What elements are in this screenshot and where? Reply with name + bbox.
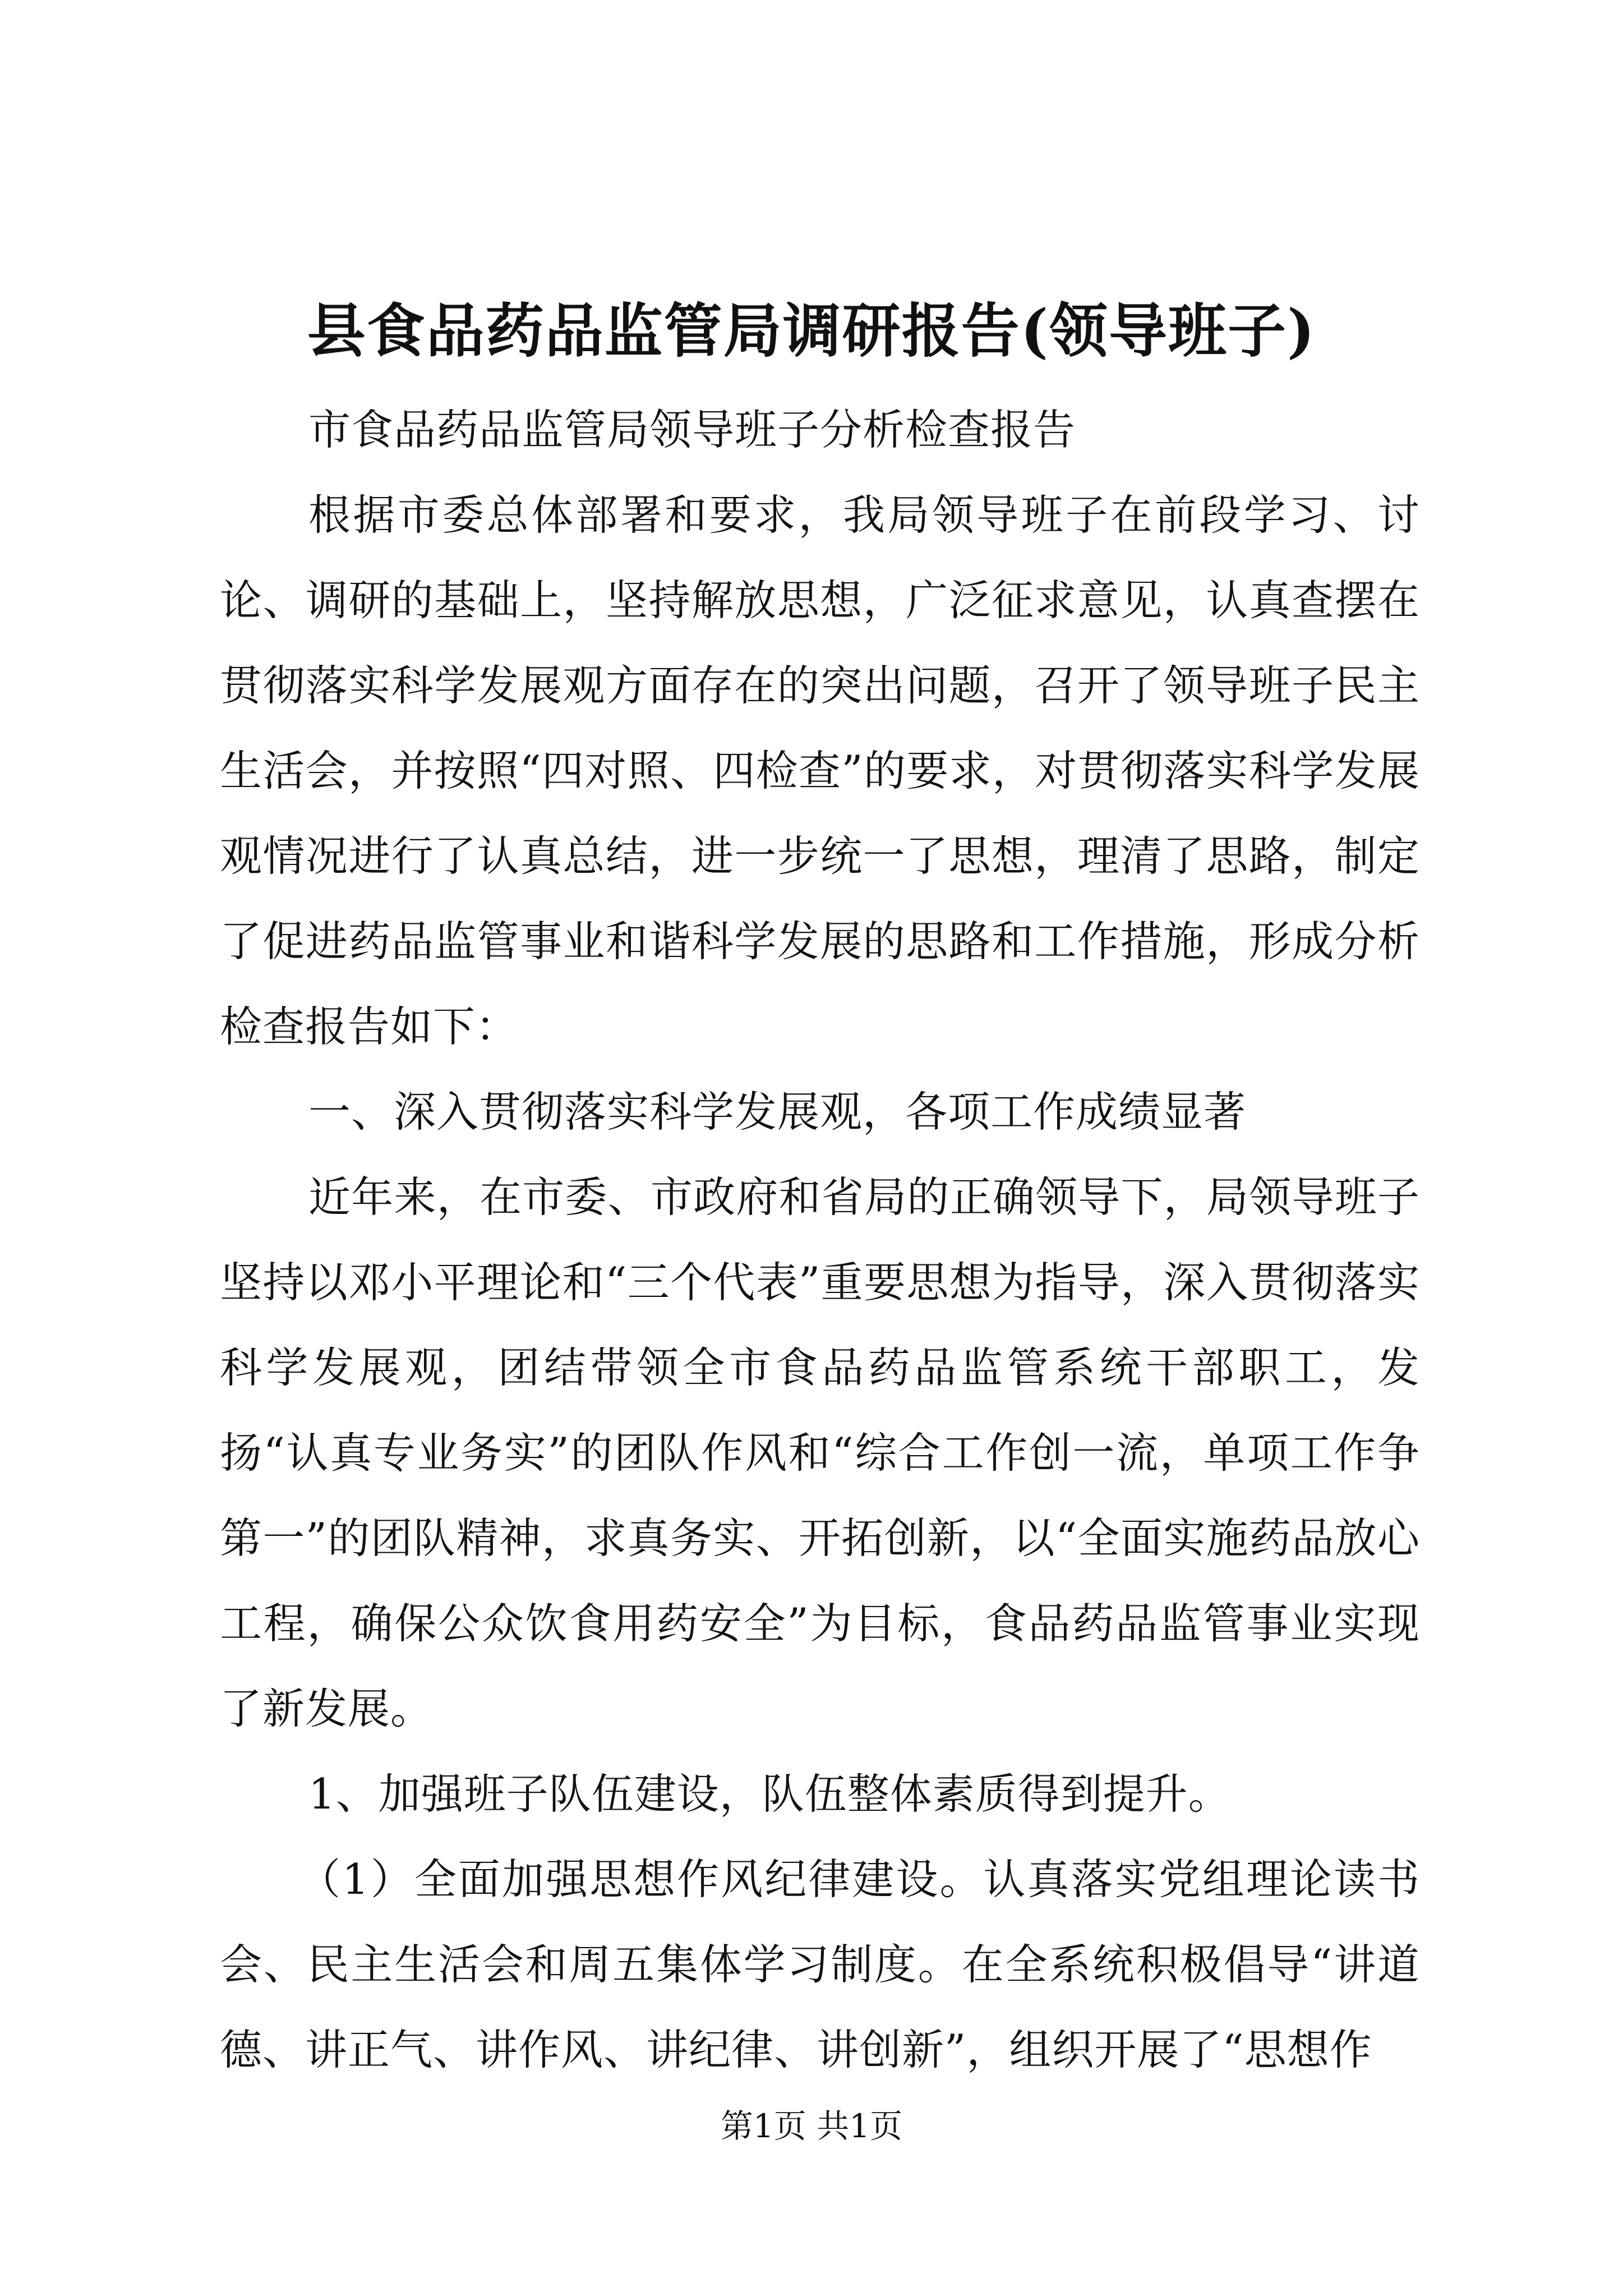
- body-paragraph: （1）全面加强思想作风纪律建设。认真落实党组理论读书会、民主生活会和周五集体学习制度。在全系统积极倡导“讲道德、讲正气、讲作风、讲纪律、讲创新”，组织开展了“思想作: [220, 1855, 1420, 2074]
- page-number-footer: 第1页 共1页: [720, 2107, 903, 2145]
- body-paragraph: 近年来，在市委、市政府和省局的正确领导下，局领导班子坚持以邓小平理论和“三个代表”重要思想为指导，深入贯彻落实科学发展观，团结带领全市食品药品监管系统干部职工，发扬“认真专业务实”的团队作风和“综合工作创一流，单项工作争第一”的团队精神，求真务实、开拓创新，以“全面实施药品放心工程，确保公众饮食用药安全”为目标，食品药品监管事业实现了新发展。: [220, 1172, 1420, 1733]
- body-paragraph: 根据市委总体部署和要求，我局领导班子在前段学习、讨论、调研的基础上，坚持解放思想，广泛征求意见，认真查摆在贯彻落实科学发展观方面存在的突出问题，召开了领导班子民主生活会，并按照“四对照、四检查”的要求，对贯彻落实科学发展观情况进行了认真总结，进一步统一了思想，理清了思路，制定了促进药品监管事业和谐科学发展的思路和工作措施，形成分析检查报告如下：: [220, 490, 1420, 1051]
- subtitle-paragraph: 市食品药品监管局领导班子分析检查报告: [308, 405, 1076, 454]
- document-body: [220, 387, 1420, 2092]
- subsection-heading: 1、加强班子队伍建设，队伍整体素质得到提升。: [308, 1769, 1231, 1819]
- document-title: 县食品药品监管局调研报告(领导班子): [307, 296, 1316, 365]
- section-heading: 一、深入贯彻落实科学发展观，各项工作成绩显著: [308, 1087, 1247, 1137]
